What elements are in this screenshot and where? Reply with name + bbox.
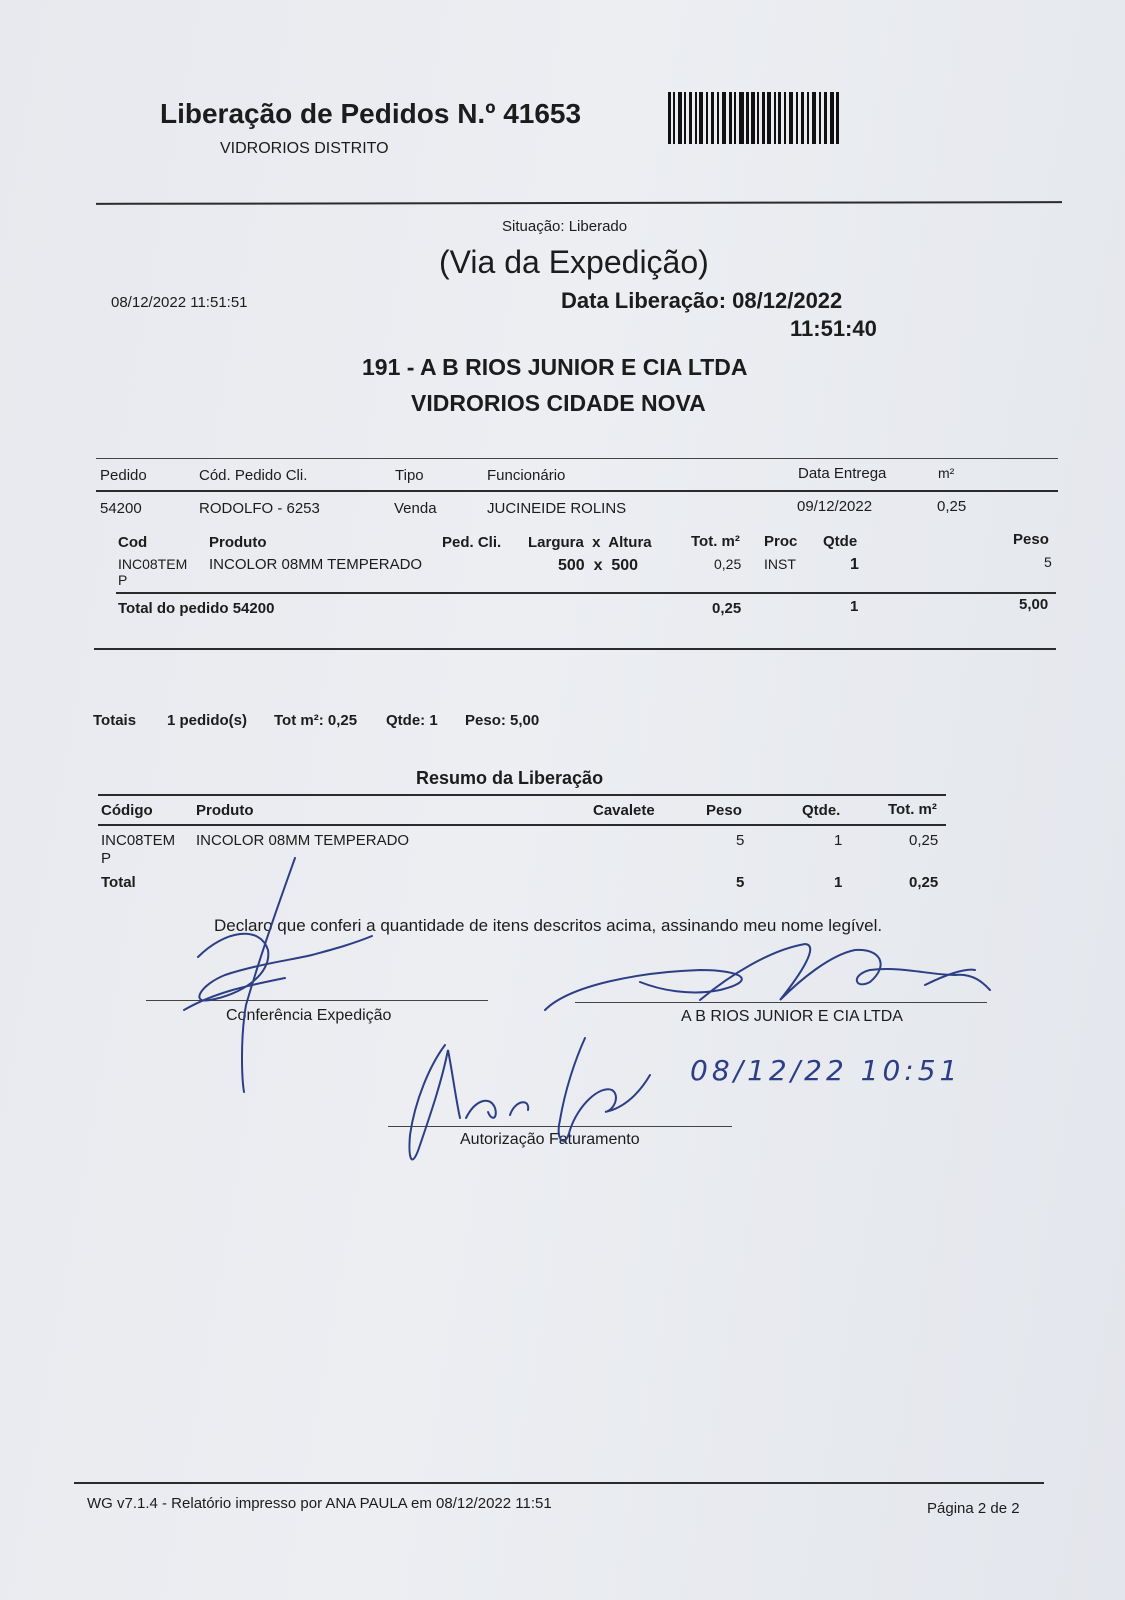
order-total-rule [116, 592, 1056, 594]
client-signature-line [575, 1002, 987, 1003]
footer-divider [74, 1482, 1044, 1484]
summary-total-tot-m2: 0,25 [909, 874, 939, 891]
item-header-tot-m2: Tot. m² [691, 533, 740, 550]
item-produto-value: INCOLOR 08MM TEMPERADO [209, 556, 423, 573]
item-proc-value: INST [764, 556, 796, 572]
summary-total-label: Total [101, 874, 136, 891]
summary-peso-value: 5 [736, 832, 745, 849]
order-tipo-value: Venda [394, 500, 437, 517]
barcode-image [668, 92, 840, 144]
summary-tot-m2-value: 0,25 [909, 832, 939, 849]
autorizacao-signature-line [388, 1126, 732, 1127]
summary-title: Resumo da Liberação [416, 768, 604, 788]
order-funcionario-value: JUCINEIDE ROLINS [487, 500, 627, 517]
summary-header-rule [98, 824, 946, 826]
item-cod-value: INC08TEM [118, 556, 188, 572]
order-total-peso: 5,00 [1019, 596, 1049, 613]
item-peso-value: 5 [1044, 554, 1052, 570]
autorizacao-label: Autorização Faturamento [460, 1131, 640, 1148]
summary-total-peso: 5 [736, 874, 745, 891]
order-data-entrega-value: 09/12/2022 [797, 498, 873, 515]
client-signature-label: A B RIOS JUNIOR E CIA LTDA [681, 1008, 903, 1025]
item-cod-value-cont: P [118, 572, 128, 588]
release-date: Data Liberação: 08/12/2022 [561, 288, 843, 313]
order-total-m2: 0,25 [712, 600, 742, 617]
summary-header-produto: Produto [196, 802, 254, 819]
document-title: Liberação de Pedidos N.º 41653 [160, 98, 582, 129]
situation-label: Situação: Liberado [502, 218, 628, 235]
item-header-produto: Produto [209, 534, 267, 551]
col-header-tipo: Tipo [395, 467, 424, 484]
summary-header-qtde: Qtde. [802, 802, 841, 819]
order-table-top-rule [96, 458, 1058, 459]
conferencia-signature-line [146, 1000, 488, 1001]
document-subtitle: VIDRORIOS DISTRITO [220, 140, 389, 157]
totals-qtde: Qtde: 1 [386, 712, 438, 729]
totals-peso: Peso: 5,00 [465, 712, 540, 729]
release-time: 11:51:40 [790, 316, 877, 341]
order-cod-pedido-value: RODOLFO - 6253 [199, 500, 320, 517]
col-header-funcionario: Funcionário [487, 467, 566, 484]
summary-header-cavalete: Cavalete [593, 802, 655, 819]
summary-codigo-value-cont: P [101, 850, 112, 867]
order-total-label: Total do pedido 54200 [118, 600, 275, 617]
client-branch: VIDRORIOS CIDADE NOVA [411, 390, 706, 416]
handwritten-date: 08/12/22 10:51 [690, 1054, 962, 1087]
item-tot-m2-value: 0,25 [714, 556, 742, 572]
item-header-dims: Largura x Altura [528, 534, 652, 551]
order-total-qtde: 1 [850, 598, 859, 615]
summary-codigo-value: INC08TEM [101, 832, 176, 849]
item-qtde-value: 1 [850, 556, 859, 573]
summary-top-rule [98, 794, 946, 796]
summary-qtde-value: 1 [834, 832, 843, 849]
item-header-peso: Peso [1013, 531, 1049, 548]
summary-total-qtde: 1 [834, 874, 843, 891]
totals-tot-m2: Tot m²: 0,25 [274, 712, 358, 729]
col-header-pedido: Pedido [100, 467, 147, 484]
order-pedido-value: 54200 [100, 500, 142, 517]
order-m2-value: 0,25 [937, 498, 967, 515]
via-label: (Via da Expedição) [439, 244, 709, 280]
item-header-cod: Cod [118, 534, 148, 551]
order-table-header-rule [96, 490, 1058, 492]
item-header-proc: Proc [764, 533, 798, 550]
col-header-cod-pedido: Cód. Pedido Cli. [199, 467, 308, 484]
report-info: WG v7.1.4 - Relatório impresso por ANA PAULA em 08/12/2022 11:51 [87, 1495, 552, 1512]
summary-produto-value: INCOLOR 08MM TEMPERADO [196, 832, 410, 849]
totals-pedidos: 1 pedido(s) [167, 712, 248, 729]
col-header-m2: m² [938, 465, 955, 481]
page-number: Página 2 de 2 [927, 1500, 1020, 1517]
totals-label: Totais [93, 712, 137, 729]
order-table-bottom-rule [94, 648, 1056, 650]
col-header-data-entrega: Data Entrega [798, 465, 887, 482]
print-datetime: 08/12/2022 11:51:51 [111, 294, 248, 311]
item-dims-value: 500 x 500 [558, 557, 639, 574]
item-header-qtde: Qtde [823, 533, 858, 550]
header-divider [96, 201, 1062, 205]
declaration-text: Declaro que conferi a quantidade de itens descritos acima, assinando meu nome legível. [214, 916, 883, 935]
summary-header-peso: Peso [706, 802, 742, 819]
summary-header-tot-m2: Tot. m² [888, 801, 937, 818]
item-header-ped-cli: Ped. Cli. [442, 534, 502, 551]
conferencia-label: Conferência Expedição [226, 1007, 392, 1024]
summary-header-codigo: Código [101, 802, 153, 819]
client-name: 191 - A B RIOS JUNIOR E CIA LTDA [362, 354, 748, 380]
